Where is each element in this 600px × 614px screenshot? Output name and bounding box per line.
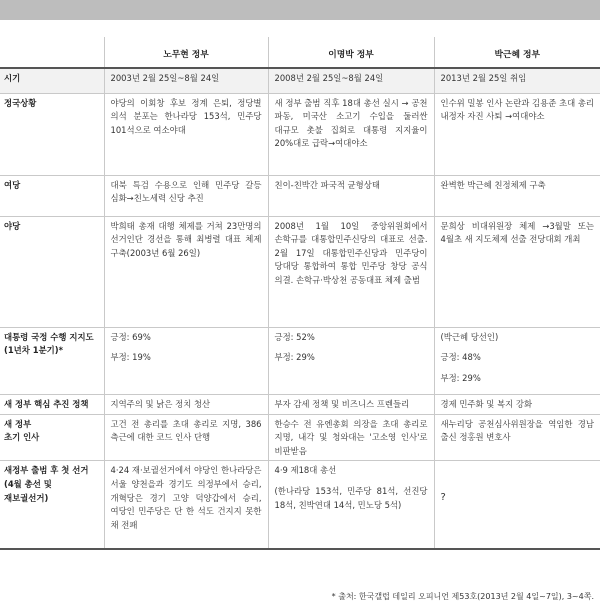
election-lee-seats: (한나라당 153석, 민주당 81석, 선진당 18석, 친박연대 14석, 민노당 5석)	[274, 485, 428, 510]
approval-park-note: (박근혜 당선인)	[440, 331, 499, 342]
header-blank-cell	[0, 37, 104, 68]
table-header-row	[0, 37, 600, 68]
cell-opposition-roh: 박희태 총재 대행 체제를 거쳐 23만명의 선거인단 경선을 통해 최병렬 대표 체제 구축(2003년 6월 26일)	[104, 216, 268, 327]
table-row-politics	[0, 93, 600, 175]
cell-opposition-lee: 2008년 1월 10일 중앙위원회에서 손학규를 대통합민주신당의 대표로 선출. 2월 17일 대통합민주신당과 민주당이 당대당 통합하여 통합 민주당 창당 공식 의결. 손학규·박상천 공동대표 체제 출범	[268, 216, 434, 327]
cell-agenda-park: 경제 민주화 및 복지 강화	[434, 394, 600, 414]
row-label-first-election: 새정부 출범 후 첫 선거(4월 총선 및 재보궐선거)	[0, 461, 104, 549]
cell-personnel-roh: 고건 전 총리를 초대 총리로 지명, 386 측근에 대한 코드 인사 단행	[104, 414, 268, 461]
row-label-initial-personnel	[0, 414, 104, 461]
cell-election-lee	[268, 461, 434, 549]
government-comparison-table	[0, 37, 600, 550]
cell-agenda-lee: 부자 감세 정책 및 비즈니스 프렌들리	[268, 394, 434, 414]
cell-election-park	[434, 461, 600, 549]
election-lee-title: 4·9 제18대 총선	[274, 465, 337, 476]
approval-park-negative: 부정: 29%	[440, 372, 481, 383]
cell-opposition-park: 문희상 비대위원장 체제 →3월말 또는 4월초 새 지도체제 선출 전당대회 개최	[434, 216, 600, 327]
cell-era-lee: 2008년 2월 25일~8월 24일	[268, 68, 434, 93]
cell-approval-park	[434, 327, 600, 394]
cell-ruling-lee: 친이-친박간 파국적 균형상태	[268, 175, 434, 216]
row-label-opposition-party: 야당	[0, 216, 104, 327]
approval-roh-negative: 부정: 19%	[110, 352, 151, 363]
header-roh-government: 노무현 정부	[104, 37, 268, 68]
table-row-ruling-party	[0, 175, 600, 216]
row-label-approval-rating: 대통령 국정 수행 지지도(1년차 1분기)*	[0, 327, 104, 394]
row-label-ruling-party: 여당	[0, 175, 104, 216]
table-row-era	[0, 68, 600, 93]
election-park-unknown: ?	[440, 492, 446, 504]
cell-personnel-park: 새누리당 공천심사위원장을 역임한 경남 출신 정홍원 변호사	[434, 414, 600, 461]
cell-approval-lee	[268, 327, 434, 394]
top-gray-bar	[0, 0, 600, 20]
cell-politics-park: 인수위 밀봉 인사 논란과 김용준 초대 총리 내정자 자진 사퇴 →여대야소	[434, 93, 600, 175]
approval-lee-negative: 부정: 29%	[274, 352, 315, 363]
header-lee-government: 이명박 정부	[268, 37, 434, 68]
cell-agenda-roh: 지역주의 및 낡은 정치 청산	[104, 394, 268, 414]
cell-politics-lee: 새 정부 출범 직후 18대 총선 실시 → 공천 파동, 미국산 소고기 수입을 둘러싼 대규모 촛불 집회로 대통령 지지율이 20%대로 급락→여대야소	[268, 93, 434, 175]
approval-lee-positive: 긍정: 52%	[274, 331, 315, 342]
cell-politics-roh: 야당의 이회창 후보 정계 은퇴, 정당별 의석 분포는 한나라당 153석, 민주당 101석으로 여소야대	[104, 93, 268, 175]
row-label-politics: 정국상황	[0, 93, 104, 175]
table-row-approval-rating	[0, 327, 600, 394]
approval-roh-positive: 긍정: 69%	[110, 331, 151, 342]
row-label-era: 시기	[0, 68, 104, 93]
cell-era-park: 2013년 2월 25일 취임	[434, 68, 600, 93]
table-row-opposition-party	[0, 216, 600, 327]
cell-personnel-lee: 한승수 전 유엔총회 의장을 초대 총리로 지명, 내각 및 청와대는 '고소영 인사'로 비판받음	[268, 414, 434, 461]
header-park-government: 박근혜 정부	[434, 37, 600, 68]
approval-park-positive: 긍정: 48%	[440, 352, 481, 363]
table-row-core-policy	[0, 394, 600, 414]
table-row-first-election	[0, 461, 600, 549]
cell-approval-roh	[104, 327, 268, 394]
cell-ruling-park: 완벽한 박근혜 친정체제 구축	[434, 175, 600, 216]
cell-era-roh: 2003년 2월 25일~8월 24일	[104, 68, 268, 93]
row-label-personnel-line2: 초기 인사	[4, 432, 40, 443]
source-footnote: * 출처: 한국갤럽 데일리 오피니언 제53호(2013년 2월 4일~7일), 3~4쪽.	[331, 592, 594, 601]
row-label-core-policy: 새 정부 핵심 추진 정책	[0, 394, 104, 414]
row-label-personnel-line1: 새 정부	[4, 418, 32, 429]
cell-ruling-roh: 대북 특검 수용으로 인해 민주당 갈등 심화→친노세력 신당 추진	[104, 175, 268, 216]
table-row-initial-personnel	[0, 414, 600, 461]
cell-election-roh: 4·24 재·보궐선거에서 야당인 한나라당은 서울 양천을과 경기도 의정부에서 승리, 개혁당은 경기 고양 덕양갑에서 승리, 여당인 민주당은 단 한 석도 건지지 못한 채 전패	[104, 461, 268, 549]
